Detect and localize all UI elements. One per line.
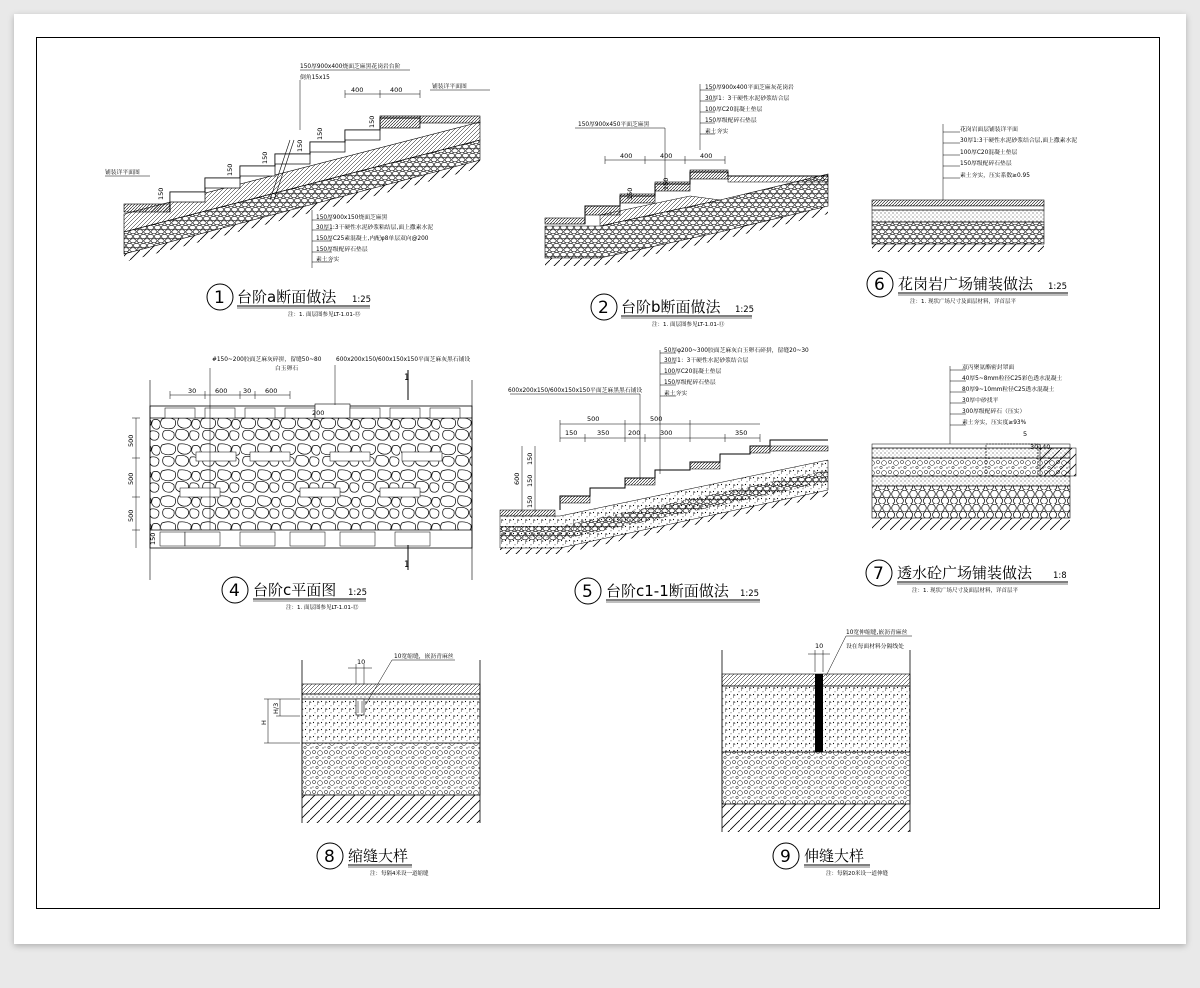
d7-layer-1: 双丙聚氨酯密封罩面 bbox=[962, 365, 1015, 371]
d6-layer-1: 花岗岩面层铺装详平面 bbox=[960, 127, 1018, 133]
d1-note: 注：1. 面层图参见LT-1.01-⑬ bbox=[288, 312, 361, 318]
d2-layer-1: 150厚900x400平面芝麻灰花岗岩 bbox=[705, 85, 794, 91]
d5-layer-3: 100厚C20混凝土垫层 bbox=[664, 369, 722, 375]
d4-cut-bottom: 1 bbox=[404, 560, 410, 570]
d7-dim-1: 5 bbox=[1023, 430, 1028, 438]
d5-dim-10: 150 bbox=[526, 474, 534, 487]
d8-title: 缩缝大样 bbox=[348, 847, 409, 865]
d1-top-sub: 倒角15x15 bbox=[300, 75, 330, 81]
detail-4-stair-c-plan bbox=[127, 355, 472, 611]
d7-layer-3: 80厚9~10mm粒径C25透水混凝土 bbox=[962, 387, 1055, 393]
d5-layer-2: 30厚1：3干硬性水泥砂浆结合层 bbox=[664, 358, 749, 364]
d6-scale: 1:25 bbox=[1048, 282, 1068, 292]
d5-layer-1: 50厚φ200~300胶面芝麻灰白玉卵石碎拼，留缝20~30 bbox=[664, 348, 809, 354]
d2-layer-4: 150厚级配碎石垫层 bbox=[705, 118, 757, 124]
d7-layer-2: 40厚5~8mm粒径C25彩色透水混凝土 bbox=[962, 376, 1063, 382]
d2-dim-3: 400 bbox=[700, 152, 713, 160]
d5-dim-1: 500 bbox=[587, 415, 600, 423]
d8-dim: 10 bbox=[357, 658, 366, 666]
d5-title: 台阶c1-1断面做法 bbox=[606, 582, 729, 600]
d9-label: 10宽伸缩缝,嵌沥青麻丝 bbox=[846, 630, 908, 636]
d5-dim-5: 200 bbox=[628, 429, 641, 437]
d8-label: 10宽缩缝，嵌沥青麻丝 bbox=[394, 654, 454, 660]
d1-right-label: 铺装详平面图 bbox=[432, 84, 467, 90]
d7-number: 7 bbox=[873, 564, 884, 584]
d1-dim-5: 150 bbox=[261, 151, 269, 164]
d7-layer-4: 30厚中砂找平 bbox=[962, 398, 999, 404]
d1-dim-1: 400 bbox=[351, 86, 364, 94]
d4-dim-side-4: 150 bbox=[149, 532, 157, 545]
d9-note: 注：每隔20米设一道伸缝 bbox=[826, 871, 888, 877]
d5-dim-6: 300 bbox=[660, 429, 673, 437]
d4-dim-side-1: 500 bbox=[127, 434, 135, 447]
d1-number: 1 bbox=[214, 288, 225, 308]
detail-6-granite-plaza-paving bbox=[867, 124, 1077, 305]
detail-5-stair-c1-section bbox=[500, 346, 828, 604]
d4-number: 4 bbox=[229, 581, 240, 601]
d9-title: 伸缝大样 bbox=[804, 847, 865, 865]
d7-layer-6: 素土夯实，压实度≥93% bbox=[962, 420, 1027, 426]
d1-top-label: 150厚900x400烧面芝麻黑花岗岩台阶 bbox=[300, 64, 401, 70]
d6-layer-2: 30厚1:3干硬性水泥砂浆结合层,面上撒素水泥 bbox=[960, 138, 1078, 144]
d5-dim-11: 150 bbox=[526, 495, 534, 508]
d5-dim-2: 500 bbox=[650, 415, 663, 423]
d1-dim-3: 150 bbox=[157, 187, 165, 200]
d5-dim-8: 600 bbox=[513, 472, 521, 485]
d4-dim-top-4: 600 bbox=[265, 387, 278, 395]
d5-dim-3: 150 bbox=[565, 429, 578, 437]
d5-dim-7: 350 bbox=[735, 429, 748, 437]
detail-1-stair-a-section bbox=[105, 62, 490, 318]
d1-layer-2: 30厚1:3干硬性水泥砂浆粘结层,面上撒素水泥 bbox=[316, 225, 434, 231]
d4-dim-top-2: 600 bbox=[215, 387, 228, 395]
d6-layer-3: 100厚C20混凝土垫层 bbox=[960, 150, 1018, 156]
d1-dim-2: 400 bbox=[390, 86, 403, 94]
d5-layer-5: 素土夯实 bbox=[664, 391, 688, 397]
d8-h: H bbox=[260, 720, 268, 725]
d2-title: 台阶b断面做法 bbox=[621, 298, 721, 316]
d7-title: 透水砼广场铺装做法 bbox=[897, 564, 1033, 582]
d7-dim-3: 140 bbox=[1038, 443, 1051, 451]
d4-top-label: #150~200胶面芝麻灰碎拼，留缝50~80 bbox=[212, 357, 322, 363]
d4-scale: 1:25 bbox=[348, 588, 368, 598]
d7-scale: 1:8 bbox=[1053, 571, 1067, 581]
d6-title: 花岗岩广场铺装做法 bbox=[898, 275, 1034, 293]
d6-layer-5: 素土夯实，压实系数≥0.95 bbox=[960, 173, 1030, 179]
d5-dim-9: 150 bbox=[526, 452, 534, 465]
d4-note: 注：1. 面层图参见LT-1.01-⑫ bbox=[286, 605, 359, 611]
d6-number: 6 bbox=[874, 275, 885, 295]
d5-scale: 1:25 bbox=[740, 589, 760, 599]
d2-layer-2: 30厚1：3干硬性水泥砂浆结合层 bbox=[705, 96, 790, 102]
d7-note: 注：1. 现状广场尺寸及面层材料，详首层平 bbox=[912, 588, 1018, 594]
d2-dim-4: 150 bbox=[626, 187, 634, 200]
d9-dim: 10 bbox=[815, 642, 824, 650]
d1-layer-5: 素土夯实 bbox=[316, 257, 340, 263]
d1-layer-3: 150厚C25素混凝土,内配φ8单层双向@200 bbox=[316, 236, 429, 242]
d4-top-label-2: 白玉卵石 bbox=[275, 366, 299, 372]
d2-layer-3: 100厚C20混凝土垫层 bbox=[705, 107, 763, 113]
d4-dim-top-1: 30 bbox=[188, 387, 197, 395]
d7-layer-5: 300厚级配碎石（压实） bbox=[962, 409, 1026, 415]
d9-label-2: 设在每面材料分隔线处 bbox=[846, 644, 904, 650]
d5-left-label: 600x200x150/600x150x150平面芝麻黑黑石铺设 bbox=[508, 388, 643, 394]
d6-layer-4: 150厚级配碎石垫层 bbox=[960, 161, 1012, 167]
detail-8-contraction-joint bbox=[260, 652, 480, 877]
d4-mark-200: 200 bbox=[312, 409, 325, 417]
d8-h3: H/3 bbox=[272, 702, 280, 714]
d9-number: 9 bbox=[780, 847, 791, 867]
d4-dim-top-3: 30 bbox=[243, 387, 252, 395]
d1-layer-1: 150厚900x150烧面芝麻黑 bbox=[316, 215, 388, 221]
d5-number: 5 bbox=[582, 582, 593, 602]
d5-dim-4: 350 bbox=[597, 429, 610, 437]
d8-note: 注：每隔4米设一道缩缝 bbox=[370, 871, 429, 877]
d1-dim-6: 150 bbox=[296, 139, 304, 152]
d2-number: 2 bbox=[598, 298, 609, 318]
d2-left-label: 150厚900x450平面芝麻黑 bbox=[578, 122, 650, 128]
d8-number: 8 bbox=[324, 847, 335, 867]
d5-layer-4: 150厚级配碎石垫层 bbox=[664, 380, 716, 386]
d9-joint-filler bbox=[815, 674, 823, 752]
d4-dim-side-3: 500 bbox=[127, 509, 135, 522]
d2-dim-1: 400 bbox=[620, 152, 633, 160]
d4-top-label-3: 600x200x150/600x150x150平面芝麻灰黑石铺设 bbox=[336, 357, 471, 363]
detail-9-expansion-joint bbox=[722, 628, 912, 877]
d2-note: 注：1. 面层图参见LT-1.01-⑪ bbox=[652, 322, 725, 328]
detail-7-permeable-concrete-paving bbox=[866, 363, 1076, 594]
d4-cut-top: 1 bbox=[404, 373, 410, 383]
d1-dim-4: 150 bbox=[226, 163, 234, 176]
detail-2-stair-b-section bbox=[545, 83, 828, 328]
d7-dim-2: 30 bbox=[1030, 443, 1039, 451]
d2-layer-5: 素土夯实 bbox=[705, 129, 729, 135]
d6-note: 注：1. 现状广场尺寸及面层材料，详首层平 bbox=[910, 299, 1016, 305]
d1-layer-4: 150厚级配碎石垫层 bbox=[316, 247, 368, 253]
d1-scale: 1:25 bbox=[352, 295, 372, 305]
d1-title: 台阶a断面做法 bbox=[237, 288, 337, 306]
d4-title: 台阶c平面图 bbox=[253, 581, 337, 599]
d2-dim-2: 400 bbox=[660, 152, 673, 160]
d1-dim-7: 150 bbox=[316, 127, 324, 140]
d1-dim-8: 150 bbox=[368, 115, 376, 128]
d2-dim-5: 150 bbox=[662, 177, 670, 190]
d4-dim-side-2: 500 bbox=[127, 472, 135, 485]
d2-scale: 1:25 bbox=[735, 305, 755, 315]
d1-left-label: 铺装详平面图 bbox=[105, 170, 140, 176]
